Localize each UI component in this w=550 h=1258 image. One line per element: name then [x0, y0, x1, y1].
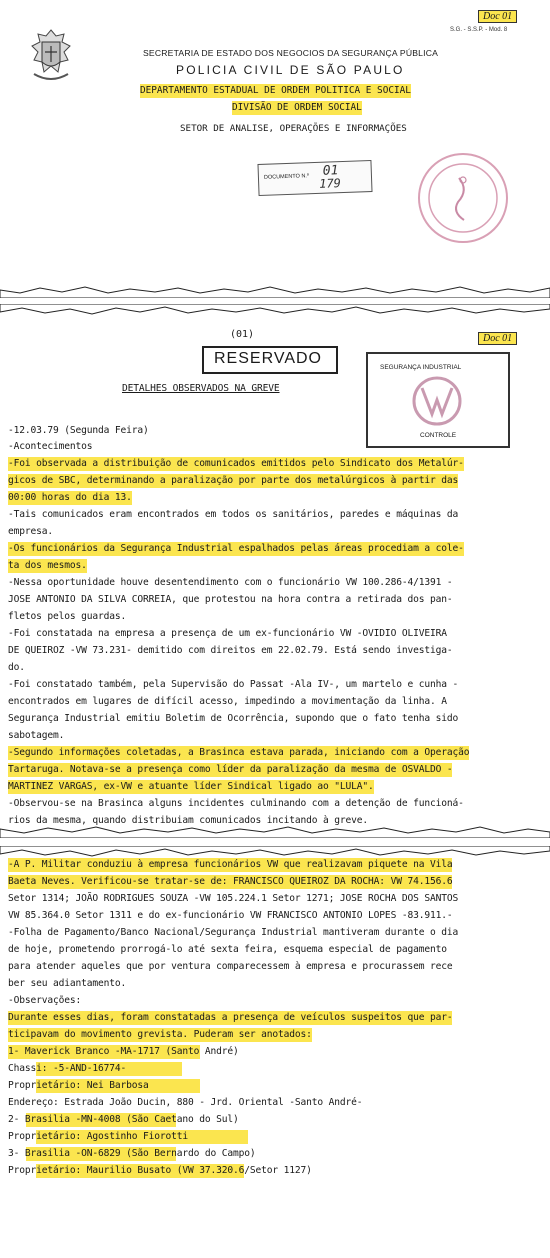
report-line: DE QUEIROZ -VW 73.231- demitido com direitos em 22.02.79. Está sendo investiga- [8, 645, 453, 656]
divisao-heading: DIVISÃO DE ORDEM SOCIAL [232, 102, 362, 113]
report-line: encontrados em lugares de difícil acesso, impedindo a movimentação da linha. A [8, 696, 447, 707]
report-line: Baeta Neves. Verificou-se tratar-se de: FRANCISCO QUEIROZ DA ROCHA: VW 74.156.6 [8, 876, 453, 887]
vehicle-1-chassi: Chassi: -5-AND-16774- [8, 1063, 127, 1074]
documento-stamp [257, 160, 372, 196]
coat-of-arms-icon [28, 28, 74, 86]
report-line: 00:00 horas do dia 13. [8, 492, 132, 503]
report-body [8, 858, 548, 1258]
report-line: -Tais comunicados eram encontrados em todos os sanitários, paredes e máquinas da [8, 509, 459, 520]
report-line: do. [8, 662, 25, 673]
report-line: -12.03.79 (Segunda Feira) [8, 425, 149, 436]
report-line: Durante esses dias, foram constatadas a presença de veículos suspeitos que par- [8, 1012, 453, 1023]
setor-heading: SETOR DE ANALISE, OPERAÇÕES E INFORMAÇÕES [180, 123, 407, 134]
report-line: -Foi observada a distribuição de comunicados emitidos pelo Sindicato dos Metalúr- [8, 458, 464, 469]
report-line [8, 1079, 149, 1093]
report-line: Tartaruga. Notava-se a presença como líder da paralização da mesma de OSVALDO - [8, 764, 453, 775]
report-line: rios da mesma, quando distribuiam comunicados incitando à greve. [8, 815, 369, 826]
report-line: -Foi constatado também, pela Supervisão do Passat -Ala IV-, um martelo e cunha - [8, 679, 459, 690]
report-line: para atender aqueles que por ventura comparecessem à empresa e procurassem rece [8, 961, 453, 972]
torn-edge-top [0, 304, 550, 318]
report-line: -A P. Militar conduziu à empresa funcionários VW que realizavam piquete na Vila [8, 859, 453, 870]
doc-tag: Doc 01 [478, 10, 517, 23]
torn-edge-bottom [0, 824, 550, 838]
vehicle-1: 1- Maverick Branco -MA-1717 (Santo André) [8, 1046, 239, 1057]
report-line: -Observou-se na Brasinca alguns incidentes culminando com a detenção de funcioná- [8, 798, 464, 809]
report-page-1 [0, 304, 550, 838]
form-code: S.G. - S.S.P. - Mod. 8 [450, 27, 508, 33]
vehicle-3: 3- Brasilia -ON-6829 (São Bernardo do Campo) [8, 1148, 256, 1159]
report-line [8, 1164, 312, 1178]
report-line: ta dos mesmos. [8, 560, 87, 571]
report-line: de hoje, prometendo prorrogá-lo até sexta feira, esquema especial de pagamento [8, 944, 447, 955]
report-line: JOSE ANTONIO DA SILVA CORREIA, que protestou na hora contra a retirada dos pan- [8, 594, 453, 605]
reservado-label: RESERVADO [214, 350, 322, 367]
report-line: -Foi constatada na empresa a presença de um ex-funcionário VW -OVIDIO OLIVEIRA [8, 628, 447, 639]
stamp-top-label: SEGURANÇA INDUSTRIAL [380, 364, 462, 371]
seal-stamp-icon [414, 150, 512, 246]
torn-edge-bottom [0, 284, 550, 298]
document-header-page [0, 0, 550, 298]
stamp-bottom-label: CONTROLE [420, 432, 457, 439]
report-line: -Nessa oportunidade houve desentendimento com o funcionário VW 100.286-4/1391 - [8, 577, 453, 588]
secretaria-heading: SECRETARIA DE ESTADO DOS NEGOCIOS DA SEGURANÇA PÚBLICA [143, 48, 439, 58]
report-title: DETALHES OBSERVADOS NA GREVE [122, 383, 280, 394]
departamento-heading: DEPARTAMENTO ESTADUAL DE ORDEM POLITICA E SOCIAL [140, 85, 411, 96]
vw-logo-icon [412, 376, 462, 426]
report-line: -Acontecimentos [8, 441, 93, 452]
report-line: -Folha de Pagamento/Banco Nacional/Segurança Industrial mantiveram durante o dia [8, 927, 459, 938]
report-line: -Os funcionários da Segurança Industrial espalhados pelas áreas procediam a cole- [8, 543, 464, 554]
report-line: Endereço: Estrada João Ducin, 880 - Jrd. Oriental -Santo André- [8, 1097, 363, 1108]
report-line: fletos pelos guardas. [8, 611, 127, 622]
vehicle-1-owner: Proprietário: Nei Barbosa [8, 1080, 149, 1091]
vehicle-2-owner: Proprietário: Agostinho Fiorotti [8, 1131, 189, 1142]
doc-tag: Doc 01 [478, 332, 517, 345]
policia-heading: POLICIA CIVIL DE SÃO PAULO [176, 63, 405, 77]
report-line: ticipavam do movimento grevista. Puderam ser anotados: [8, 1029, 312, 1040]
documento-sub: 179 [318, 176, 342, 191]
report-line [8, 1113, 239, 1127]
documento-number: 01 [322, 163, 339, 179]
vehicle-2: 2- Brasilia -MN-4008 (São Caetano do Sul) [8, 1114, 239, 1125]
report-line [8, 1045, 239, 1059]
report-line: Segurança Industrial emitiu Boletim de Ocorrência, supondo que o fato tenha sido [8, 713, 459, 724]
vehicle-3-owner: Proprietário: Maurilio Busato (VW 37.320.6/Setor 1127) [8, 1165, 312, 1176]
report-line: sabotagem. [8, 730, 65, 741]
report-page-2 [0, 846, 550, 1258]
report-line: MARTINEZ VARGAS, ex-VW e atuante líder Sindical ligado ao "LULA". [8, 781, 374, 792]
report-line: VW 85.364.0 Setor 1311 e do ex-funcionário VW FRANCISCO ANTONIO LOPES -83.911.- [8, 910, 453, 921]
page-number: (01) [230, 329, 255, 340]
report-body [8, 424, 548, 834]
report-line: -Observações: [8, 995, 82, 1006]
documento-label: DOCUMENTO N.º [263, 173, 310, 181]
report-line [8, 1130, 188, 1144]
report-line: gicos de SBC, determinando a paralização por parte dos metalúrgicos à partir das [8, 475, 459, 486]
report-line: -Segundo informações coletadas, a Brasinca estava parada, iniciando com a Operação [8, 747, 470, 758]
report-line [8, 1147, 256, 1161]
report-line [8, 1062, 126, 1076]
report-line: Setor 1314; JOÃO RODRIGUES SOUZA -VW 105.224.1 Setor 1271; JOSE ROCHA DOS SANTOS [8, 893, 459, 904]
report-line: empresa. [8, 526, 54, 537]
reservado-stamp [202, 346, 338, 374]
report-line: ber seu adiantamento. [8, 978, 127, 989]
